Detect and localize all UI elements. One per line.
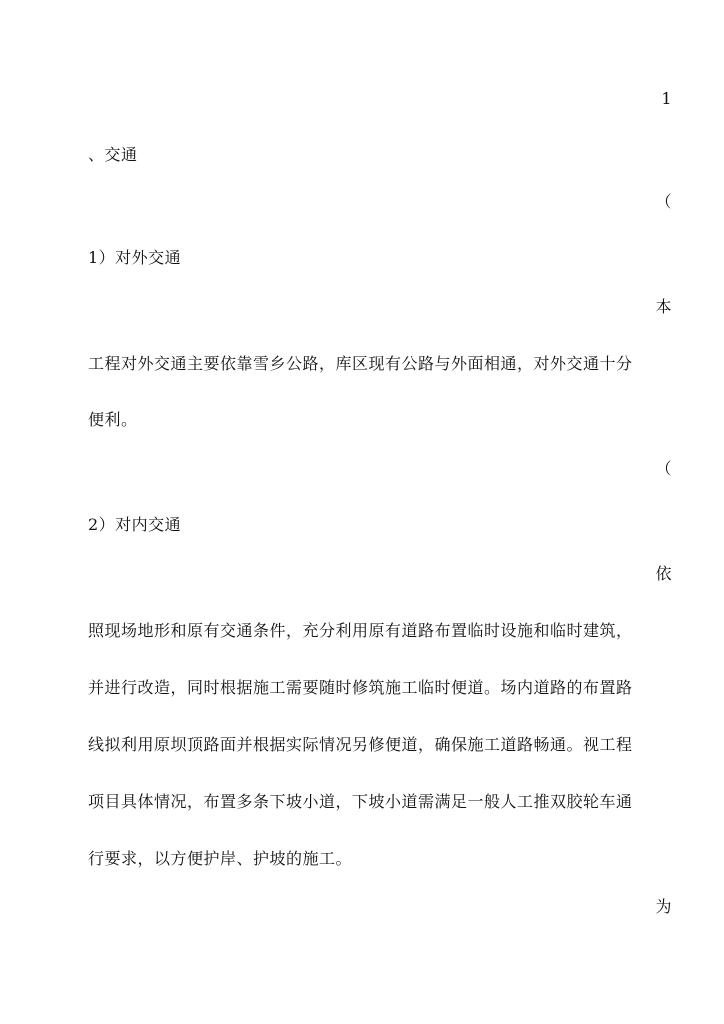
paragraph-line: 工程对外交通主要依靠雪乡公路，库区现有公路与外面相通，对外交通十分 [88,354,633,373]
open-paren: （ [655,459,672,478]
paragraph-start-char: 为 [655,897,672,916]
subheading-external-traffic: 1）对外交通 [88,248,182,267]
section-heading: 、交通 [88,145,138,164]
paragraph-line: 线拟利用原坝顶路面并根据实际情况另修便道，确保施工道路畅通。视工程 [88,735,633,754]
paragraph-line: 项目具体情况，布置多条下坡小道，下坡小道需满足一般人工推双胶轮车通 [88,792,633,811]
paragraph-line: 便利。 [88,410,138,429]
subheading-internal-traffic: 2）对内交通 [88,515,182,534]
paragraph-line: 照现场地形和原有交通条件，充分利用原有道路布置临时设施和临时建筑， [88,621,633,640]
paragraph-line: 行要求，以方便护岸、护坡的施工。 [88,849,353,868]
section-number: 1 [661,89,672,108]
paragraph-start-char: 本 [655,297,672,316]
paragraph-start-char: 依 [655,564,672,583]
paragraph-line: 并进行改造，同时根据施工需要随时修筑施工临时便道。场内道路的布置路 [88,678,633,697]
open-paren: （ [655,192,672,211]
